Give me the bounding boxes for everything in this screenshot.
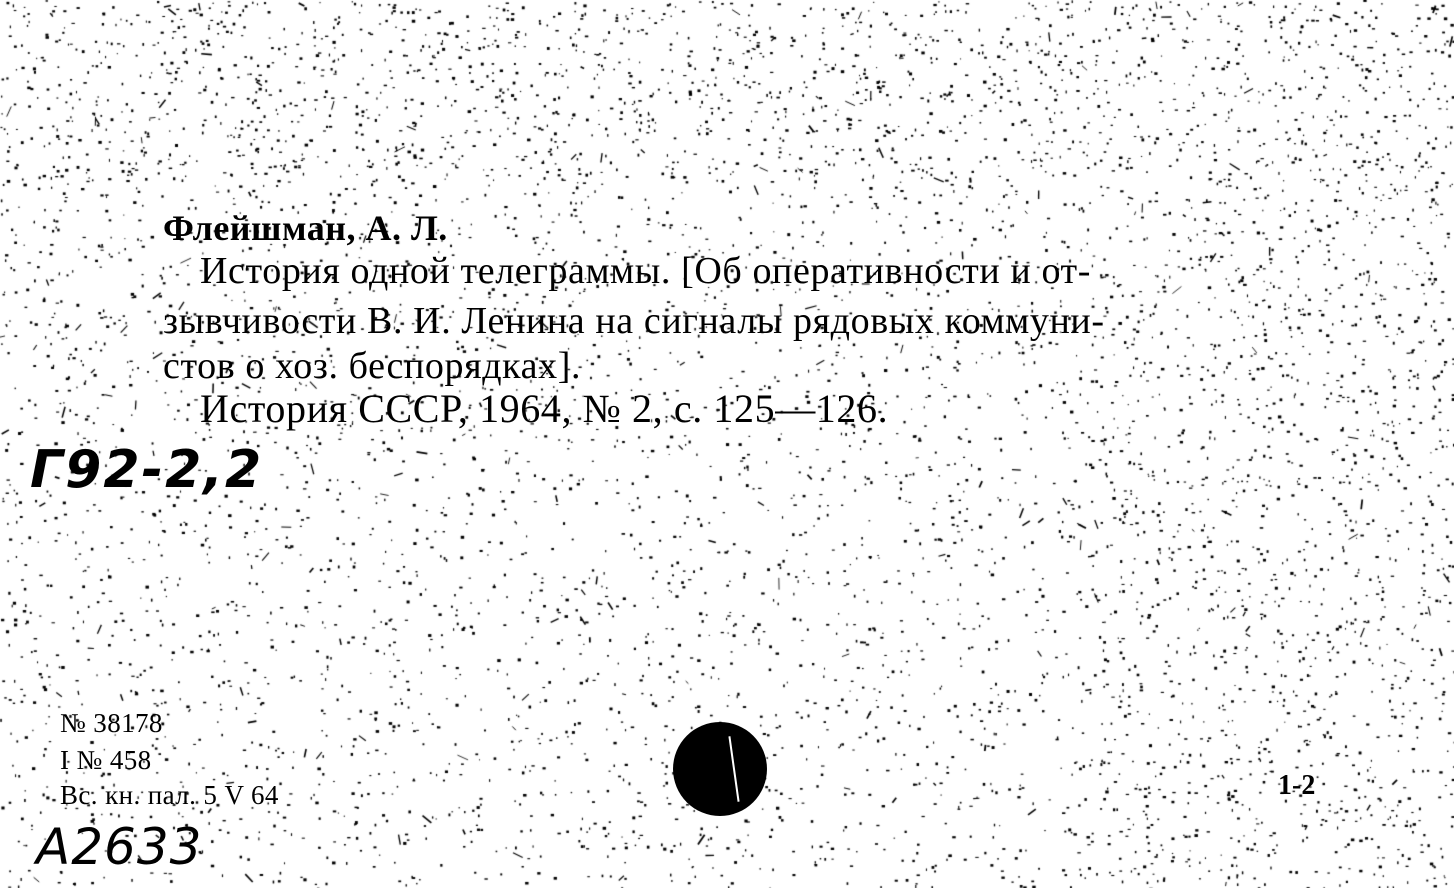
punch-hole: [673, 722, 767, 816]
handwritten-inventory-code: А2633: [36, 818, 203, 876]
entry-annotation-line: стов о хоз. беспорядках].: [163, 345, 582, 387]
entry-title-line: История одной телеграммы. [Об оперативности и от-: [200, 250, 1092, 292]
entry-source-line: История СССР, 1964, № 2, с. 125—126.: [200, 386, 889, 431]
entry-annotation-line: зывчивости В. И. Ленина на сигналы рядовых коммуни-: [163, 300, 1105, 342]
registry-issue-number: I № 458: [60, 745, 152, 775]
card-count: 1-2: [1278, 770, 1316, 801]
handwritten-shelf-code: Г92-2,2: [30, 440, 264, 500]
author-heading: Флейшман, А. Л.: [163, 208, 448, 248]
registry-chamber-date: Вс. кн. пал. 5 V 64: [60, 780, 279, 810]
registry-number: № 38178: [60, 708, 163, 738]
